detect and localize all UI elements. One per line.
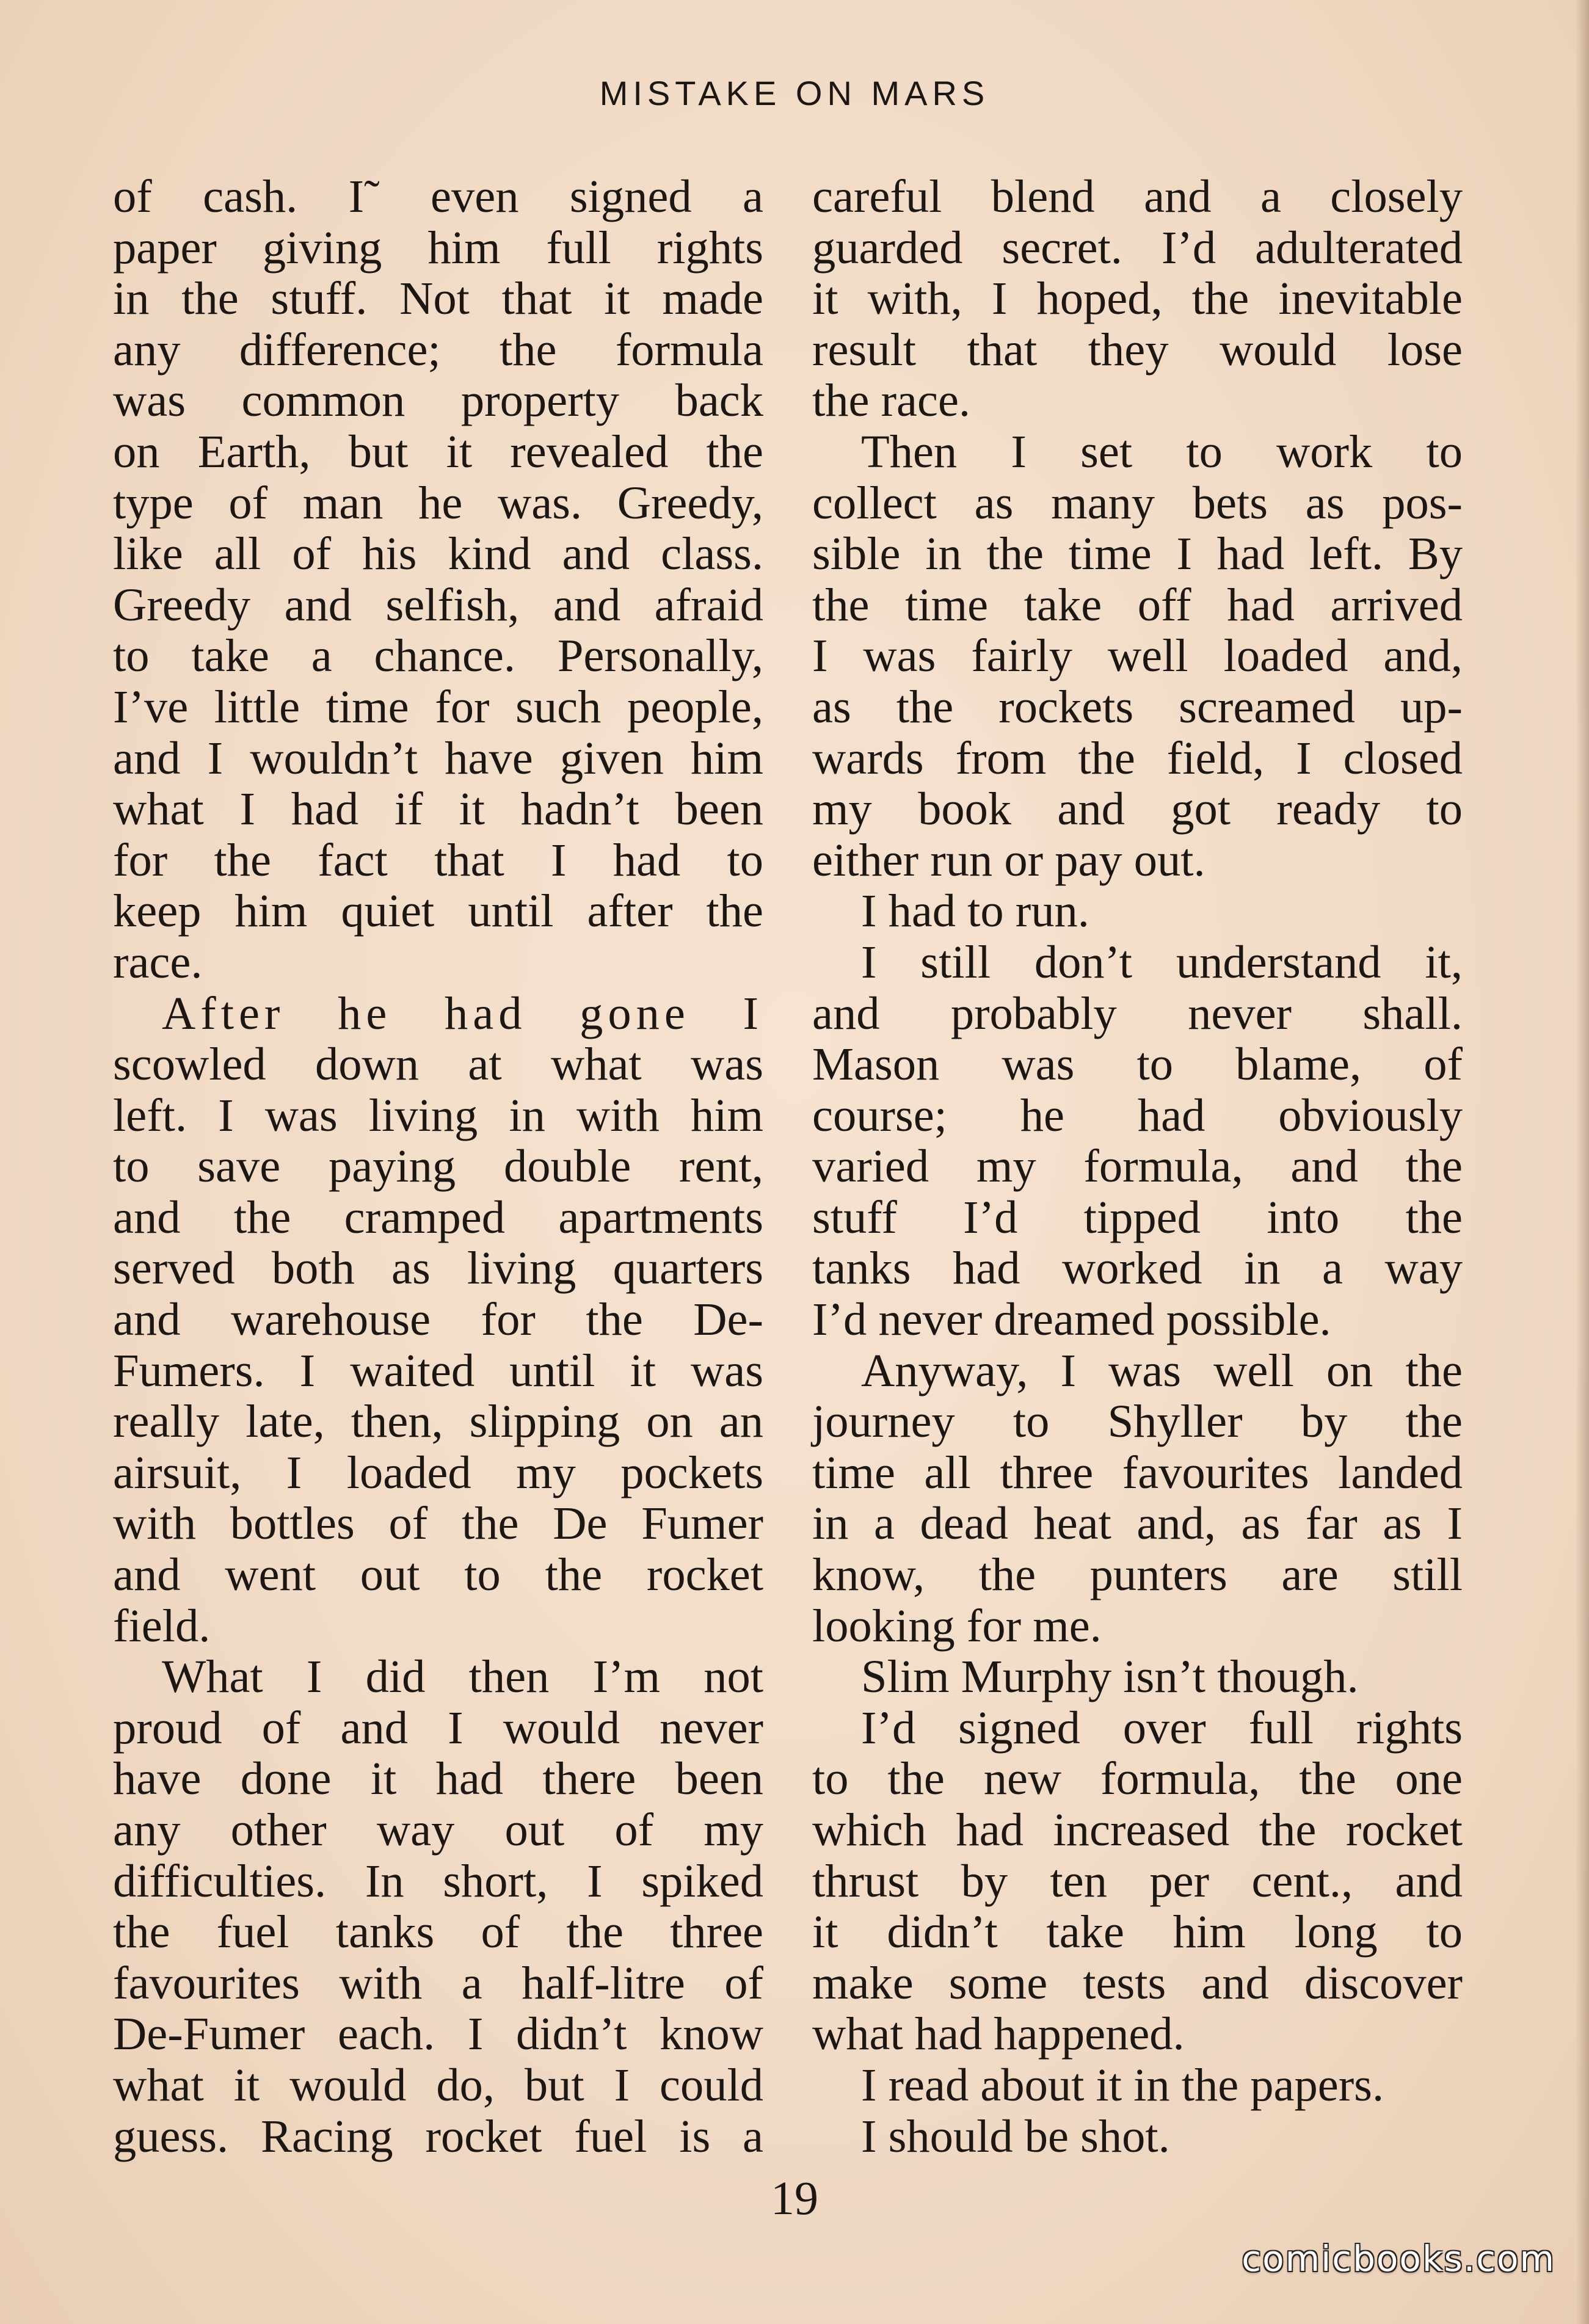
- text-line: the fuel tanks of the three: [113, 1906, 763, 1958]
- paragraph-first-line: I read about it in the papers.: [861, 2058, 1384, 2111]
- text-line: and went out to the rocket: [113, 1549, 763, 1601]
- page-number: 19: [771, 2171, 818, 2224]
- paragraph-first-line: What I did then I’m not: [162, 1650, 763, 1703]
- text-line: and the cramped apartments: [113, 1191, 763, 1243]
- text-line: really late, then, slipping on an: [113, 1395, 763, 1448]
- text-line: guarded secret. I’d adulterated: [812, 221, 1463, 274]
- text-line: thrust by ten per cent., and: [812, 1854, 1463, 1907]
- text-line: to the new formula, the one: [812, 1752, 1463, 1805]
- text-line: and warehouse for the De-: [113, 1293, 763, 1346]
- text-line: in the stuff. Not that it made: [113, 272, 763, 325]
- text-line: for the fact that I had to: [113, 833, 763, 886]
- text-line: as the rockets screamed up-: [812, 680, 1463, 733]
- text-line: the time take off had arrived: [812, 578, 1463, 631]
- text-line: Greedy and selfish, and afraid: [113, 578, 763, 631]
- text-line: journey to Shyller by the: [812, 1395, 1463, 1448]
- text-line: race.: [113, 935, 203, 988]
- text-line: the race.: [812, 374, 971, 427]
- text-line: in a dead heat and, as far as I: [812, 1497, 1463, 1550]
- right-text-column: [812, 171, 1463, 2162]
- text-line: to save paying double rent,: [113, 1140, 763, 1193]
- text-line: of cash. I˜ even signed a: [113, 170, 763, 222]
- text-line: looking for me.: [812, 1599, 1102, 1652]
- paragraph-first-line: Anyway, I was well on the: [861, 1344, 1463, 1396]
- text-line: what I had if it hadn’t been: [113, 783, 763, 835]
- text-line: type of man he was. Greedy,: [113, 476, 763, 529]
- text-line: know, the punters are still: [812, 1549, 1463, 1601]
- paragraph-first-line: I’d signed over full rights: [861, 1701, 1463, 1754]
- text-line: like all of his kind and class.: [113, 528, 763, 580]
- text-line: difficulties. In short, I spiked: [113, 1854, 763, 1907]
- text-line: and I wouldn’t have given him: [113, 732, 763, 784]
- text-line: favourites with a half-litre of: [113, 1956, 763, 2009]
- text-line: to take a chance. Personally,: [113, 630, 763, 682]
- text-line: varied my formula, and the: [812, 1140, 1463, 1193]
- running-head-title: MISTAKE ON MARS: [599, 74, 990, 112]
- paragraph-first-line: I still don’t understand it,: [861, 935, 1463, 988]
- text-line: De-Fumer each. I didn’t know: [113, 2008, 763, 2060]
- paragraph-first-line: Slim Murphy isn’t though.: [861, 1650, 1359, 1703]
- text-line: make some tests and discover: [812, 1956, 1463, 2009]
- paragraph-first-line: I had to run.: [861, 885, 1089, 937]
- text-line: I was fairly well loaded and,: [812, 630, 1463, 682]
- text-line: paper giving him full rights: [113, 221, 763, 274]
- text-line: wards from the field, I closed: [812, 732, 1463, 784]
- text-line: sible in the time I had left. By: [812, 528, 1463, 580]
- paragraph-first-line: I should be shot.: [861, 2110, 1170, 2162]
- text-line: course; he had obviously: [812, 1089, 1463, 1141]
- text-line: time all three favourites landed: [812, 1446, 1463, 1498]
- text-line: on Earth, but it revealed the: [113, 425, 763, 478]
- text-line: careful blend and a closely: [812, 170, 1463, 222]
- text-line: what had happened.: [812, 2008, 1185, 2060]
- text-line: have done it had there been: [113, 1752, 763, 1805]
- watermark-logo: comicbooks.com: [1242, 2238, 1555, 2279]
- text-line: my book and got ready to: [812, 783, 1463, 835]
- text-line: either run or pay out.: [812, 833, 1205, 886]
- text-line: what it would do, but I could: [113, 2058, 763, 2111]
- page-edge-shadow: [1576, 0, 1589, 2324]
- text-line: result that they would lose: [812, 323, 1463, 376]
- text-line: it didn’t take him long to: [812, 1906, 1463, 1958]
- text-line: left. I was living in with him: [113, 1089, 763, 1141]
- text-line: airsuit, I loaded my pockets: [113, 1446, 763, 1498]
- text-line: which had increased the rocket: [812, 1804, 1463, 1856]
- text-line: was common property back: [113, 374, 763, 427]
- text-line: Fumers. I waited until it was: [113, 1344, 763, 1396]
- text-line: tanks had worked in a way: [812, 1242, 1463, 1295]
- text-line: field.: [113, 1599, 211, 1652]
- text-line: collect as many bets as pos-: [812, 476, 1463, 529]
- text-line: and probably never shall.: [812, 987, 1463, 1039]
- text-line: I’d never dreamed possible.: [812, 1293, 1331, 1346]
- text-line: any other way out of my: [113, 1804, 763, 1856]
- text-line: it with, I hoped, the inevitable: [812, 272, 1463, 325]
- text-line: I’ve little time for such people,: [113, 680, 763, 733]
- text-line: keep him quiet until after the: [113, 885, 763, 937]
- text-line: guess. Racing rocket fuel is a: [113, 2110, 763, 2162]
- text-line: Mason was to blame, of: [812, 1038, 1463, 1091]
- text-line: scowled down at what was: [113, 1038, 763, 1091]
- paragraph-first-line: Then I set to work to: [861, 425, 1463, 478]
- text-line: proud of and I would never: [113, 1701, 763, 1754]
- text-line: served both as living quarters: [113, 1242, 763, 1295]
- left-text-column: [113, 171, 763, 2162]
- text-line: any difference; the formula: [113, 323, 763, 376]
- paragraph-first-line: After he had gone I: [162, 987, 763, 1039]
- text-line: stuff I’d tipped into the: [812, 1191, 1463, 1243]
- text-line: with bottles of the De Fumer: [113, 1497, 763, 1550]
